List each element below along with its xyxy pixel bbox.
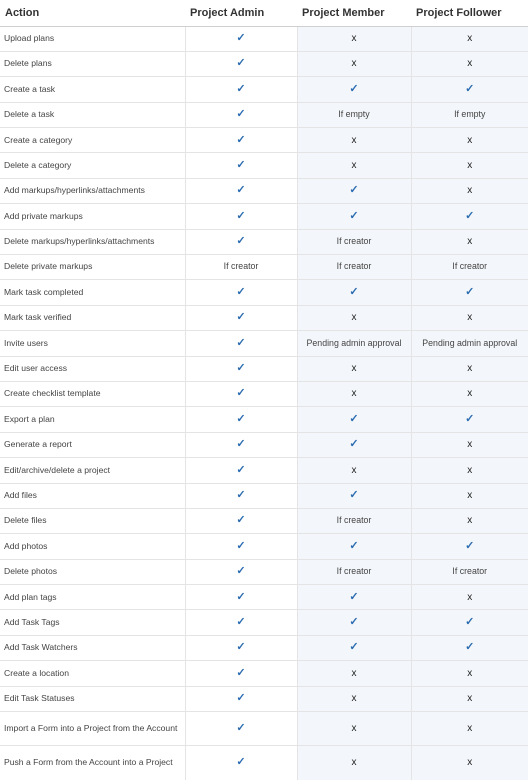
check-icon: ✓ [236,209,246,222]
project-follower-cell [411,229,528,254]
header-project-member: Project Member [297,0,411,26]
action-cell [0,356,185,381]
project-member-cell [297,585,411,610]
action-cell [0,102,185,127]
table-row [0,128,528,153]
table-row [0,280,528,305]
project-admin-cell [185,77,297,102]
project-admin-cell [185,508,297,533]
project-follower-cell [411,661,528,686]
action-cell [0,407,185,432]
project-member-cell [297,280,411,305]
project-admin-cell [185,534,297,559]
project-member-cell [297,153,411,178]
action-label: Edit user access [4,363,68,374]
table-row [0,746,528,780]
project-admin-cell [185,229,297,254]
project-follower-cell [411,51,528,76]
cross-icon: x [467,667,473,679]
action-label: Mark task verified [4,312,72,323]
table-row [0,153,528,178]
cross-icon: x [467,185,473,197]
action-label: Invite users [4,337,48,348]
project-admin-cell [185,178,297,203]
cross-icon: x [351,667,357,679]
cross-icon: x [467,388,473,400]
project-follower-cell [411,26,528,51]
table-row [0,356,528,381]
check-icon: ✓ [236,82,246,95]
action-cell [0,305,185,330]
cross-icon: x [467,439,473,451]
table-row [0,559,528,584]
project-admin-cell [185,585,297,610]
project-admin-cell [185,746,297,780]
project-member-cell [297,483,411,508]
permission-text: If creator [452,566,488,577]
permission-text: If empty [338,109,370,120]
project-follower-cell [411,534,528,559]
cross-icon: x [351,32,357,44]
header-action: Action [0,0,185,26]
cross-icon: x [351,757,357,769]
check-icon: ✓ [349,285,359,298]
check-icon: ✓ [236,590,246,603]
project-member-cell [297,407,411,432]
action-cell [0,128,185,153]
table-row [0,407,528,432]
action-label: Add Task Tags [4,616,60,627]
check-icon: ✓ [349,615,359,628]
project-member-cell [297,51,411,76]
action-cell [0,458,185,483]
action-cell [0,712,185,746]
check-icon: ✓ [236,756,246,769]
cross-icon: x [467,134,473,146]
project-member-cell [297,381,411,406]
project-member-cell [297,534,411,559]
cross-icon: x [351,693,357,705]
permission-text: If creator [452,261,488,272]
action-cell [0,610,185,635]
action-label: Create checklist template [4,388,101,399]
check-icon: ✓ [465,209,475,222]
cross-icon: x [467,515,473,527]
cross-icon: x [467,591,473,603]
project-follower-cell [411,305,528,330]
permission-text: If creator [336,515,372,526]
project-member-cell [297,746,411,780]
check-icon: ✓ [236,641,246,654]
project-follower-cell [411,255,528,280]
project-admin-cell [185,407,297,432]
check-icon: ✓ [236,412,246,425]
table-row [0,102,528,127]
cross-icon: x [467,722,473,734]
check-icon: ✓ [236,336,246,349]
check-icon: ✓ [236,692,246,705]
check-icon: ✓ [236,184,246,197]
project-member-cell [297,255,411,280]
check-icon: ✓ [349,82,359,95]
action-cell [0,26,185,51]
check-icon: ✓ [236,463,246,476]
project-admin-cell [185,153,297,178]
cross-icon: x [467,236,473,248]
project-follower-cell [411,77,528,102]
project-follower-cell [411,686,528,711]
check-icon: ✓ [349,209,359,222]
project-follower-cell [411,559,528,584]
check-icon: ✓ [236,514,246,527]
action-cell [0,204,185,229]
project-admin-cell [185,204,297,229]
check-icon: ✓ [349,438,359,451]
cross-icon: x [351,159,357,171]
table-row [0,381,528,406]
action-cell [0,331,185,356]
check-icon: ✓ [236,108,246,121]
project-admin-cell [185,712,297,746]
check-icon: ✓ [236,615,246,628]
project-admin-cell [185,381,297,406]
check-icon: ✓ [465,285,475,298]
action-label: Edit Task Statuses [4,693,75,704]
project-follower-cell [411,280,528,305]
cross-icon: x [351,58,357,70]
table-body [0,26,528,780]
check-icon: ✓ [236,133,246,146]
cross-icon: x [467,757,473,769]
action-cell [0,280,185,305]
project-member-cell [297,661,411,686]
check-icon: ✓ [236,387,246,400]
cross-icon: x [351,722,357,734]
action-label: Export a plan [4,413,55,424]
check-icon: ✓ [465,539,475,552]
action-cell [0,255,185,280]
table-row [0,483,528,508]
check-icon: ✓ [236,666,246,679]
check-icon: ✓ [236,235,246,248]
project-follower-cell [411,102,528,127]
action-label: Create a location [4,667,69,678]
project-admin-cell [185,559,297,584]
action-cell [0,534,185,559]
action-label: Delete a task [4,109,55,120]
action-label: Delete markups/hyperlinks/attachments [4,236,155,247]
project-member-cell [297,204,411,229]
action-cell [0,51,185,76]
project-member-cell [297,559,411,584]
table-row [0,686,528,711]
permission-text: If creator [336,566,372,577]
table-row [0,255,528,280]
project-admin-cell [185,483,297,508]
action-cell [0,585,185,610]
project-member-cell [297,305,411,330]
project-admin-cell [185,356,297,381]
project-member-cell [297,102,411,127]
table-row [0,458,528,483]
project-follower-cell [411,204,528,229]
project-admin-cell [185,305,297,330]
project-follower-cell [411,458,528,483]
action-label: Edit/archive/delete a project [4,464,111,475]
check-icon: ✓ [236,311,246,324]
table-row [0,26,528,51]
cross-icon: x [467,464,473,476]
action-label: Create a category [4,134,73,145]
cross-icon: x [467,363,473,375]
table-row [0,661,528,686]
action-cell [0,432,185,457]
permission-text: Pending admin approval [306,337,402,348]
project-follower-cell [411,381,528,406]
check-icon: ✓ [236,539,246,552]
project-follower-cell [411,712,528,746]
table-row [0,508,528,533]
table-row [0,635,528,660]
action-cell [0,559,185,584]
table-row [0,204,528,229]
action-label: Upload plans [4,32,55,43]
table-row [0,229,528,254]
permission-text: If empty [454,109,486,120]
project-admin-cell [185,432,297,457]
project-follower-cell [411,153,528,178]
action-label: Create a task [4,83,56,94]
check-icon: ✓ [349,641,359,654]
check-icon: ✓ [349,412,359,425]
check-icon: ✓ [236,362,246,375]
project-member-cell [297,178,411,203]
action-label: Add private markups [4,210,83,221]
header-project-follower: Project Follower [411,0,528,26]
action-cell [0,77,185,102]
check-icon: ✓ [465,412,475,425]
project-follower-cell [411,178,528,203]
project-member-cell [297,458,411,483]
check-icon: ✓ [349,184,359,197]
project-admin-cell [185,128,297,153]
project-member-cell [297,686,411,711]
action-cell [0,635,185,660]
action-label: Generate a report [4,439,72,450]
action-cell [0,746,185,780]
cross-icon: x [351,363,357,375]
project-admin-cell [185,686,297,711]
project-member-cell [297,712,411,746]
project-admin-cell [185,610,297,635]
project-follower-cell [411,610,528,635]
project-admin-cell [185,102,297,127]
action-label: Delete files [4,515,47,526]
project-follower-cell [411,331,528,356]
project-member-cell [297,26,411,51]
project-member-cell [297,128,411,153]
permission-text: Pending admin approval [422,337,518,348]
check-icon: ✓ [465,615,475,628]
project-admin-cell [185,458,297,483]
project-follower-cell [411,508,528,533]
project-member-cell [297,331,411,356]
table-row [0,712,528,746]
action-cell [0,229,185,254]
check-icon: ✓ [349,488,359,501]
project-follower-cell [411,432,528,457]
check-icon: ✓ [349,590,359,603]
project-member-cell [297,508,411,533]
permission-text: If creator [336,236,372,247]
action-cell [0,153,185,178]
project-admin-cell [185,661,297,686]
check-icon: ✓ [349,539,359,552]
project-admin-cell [185,51,297,76]
check-icon: ✓ [236,721,246,734]
cross-icon: x [467,32,473,44]
project-member-cell [297,610,411,635]
cross-icon: x [467,159,473,171]
action-cell [0,178,185,203]
check-icon: ✓ [236,31,246,44]
cross-icon: x [467,312,473,324]
action-cell [0,381,185,406]
action-cell [0,483,185,508]
table-row [0,331,528,356]
action-label: Mark task completed [4,286,84,297]
action-label: Delete a category [4,159,72,170]
action-label: Delete plans [4,58,52,69]
project-follower-cell [411,407,528,432]
header-project-admin: Project Admin [185,0,297,26]
cross-icon: x [351,134,357,146]
project-admin-cell [185,635,297,660]
action-label: Import a Form into a Project from the Account [4,722,178,733]
check-icon: ✓ [236,57,246,70]
check-icon: ✓ [465,82,475,95]
check-icon: ✓ [236,565,246,578]
project-member-cell [297,77,411,102]
cross-icon: x [467,58,473,70]
check-icon: ✓ [236,438,246,451]
action-label: Add plan tags [4,591,57,602]
project-admin-cell [185,331,297,356]
action-label: Push a Form from the Account into a Project [4,757,173,768]
table-row [0,585,528,610]
project-member-cell [297,432,411,457]
check-icon: ✓ [236,488,246,501]
permission-text: If creator [223,261,259,272]
table-row [0,305,528,330]
project-follower-cell [411,746,528,780]
table-row [0,610,528,635]
cross-icon: x [351,464,357,476]
action-cell [0,661,185,686]
action-label: Add Task Watchers [4,642,78,653]
project-follower-cell [411,635,528,660]
project-admin-cell [185,280,297,305]
permission-text: If creator [336,261,372,272]
action-label: Add markups/hyperlinks/attachments [4,185,145,196]
table-row [0,432,528,457]
check-icon: ✓ [465,641,475,654]
cross-icon: x [467,693,473,705]
header-row [0,0,528,26]
action-label: Delete photos [4,566,58,577]
project-admin-cell [185,255,297,280]
action-cell [0,508,185,533]
action-label: Add files [4,489,37,500]
check-icon: ✓ [236,158,246,171]
project-follower-cell [411,483,528,508]
cross-icon: x [351,312,357,324]
project-member-cell [297,229,411,254]
table-row [0,534,528,559]
project-member-cell [297,635,411,660]
project-admin-cell [185,26,297,51]
project-follower-cell [411,128,528,153]
action-label: Add photos [4,540,48,551]
table-row [0,178,528,203]
action-cell [0,686,185,711]
cross-icon: x [351,388,357,400]
check-icon: ✓ [236,285,246,298]
project-follower-cell [411,356,528,381]
project-member-cell [297,356,411,381]
project-follower-cell [411,585,528,610]
cross-icon: x [467,489,473,501]
table-row [0,77,528,102]
table-row [0,51,528,76]
action-label: Delete private markups [4,261,93,272]
